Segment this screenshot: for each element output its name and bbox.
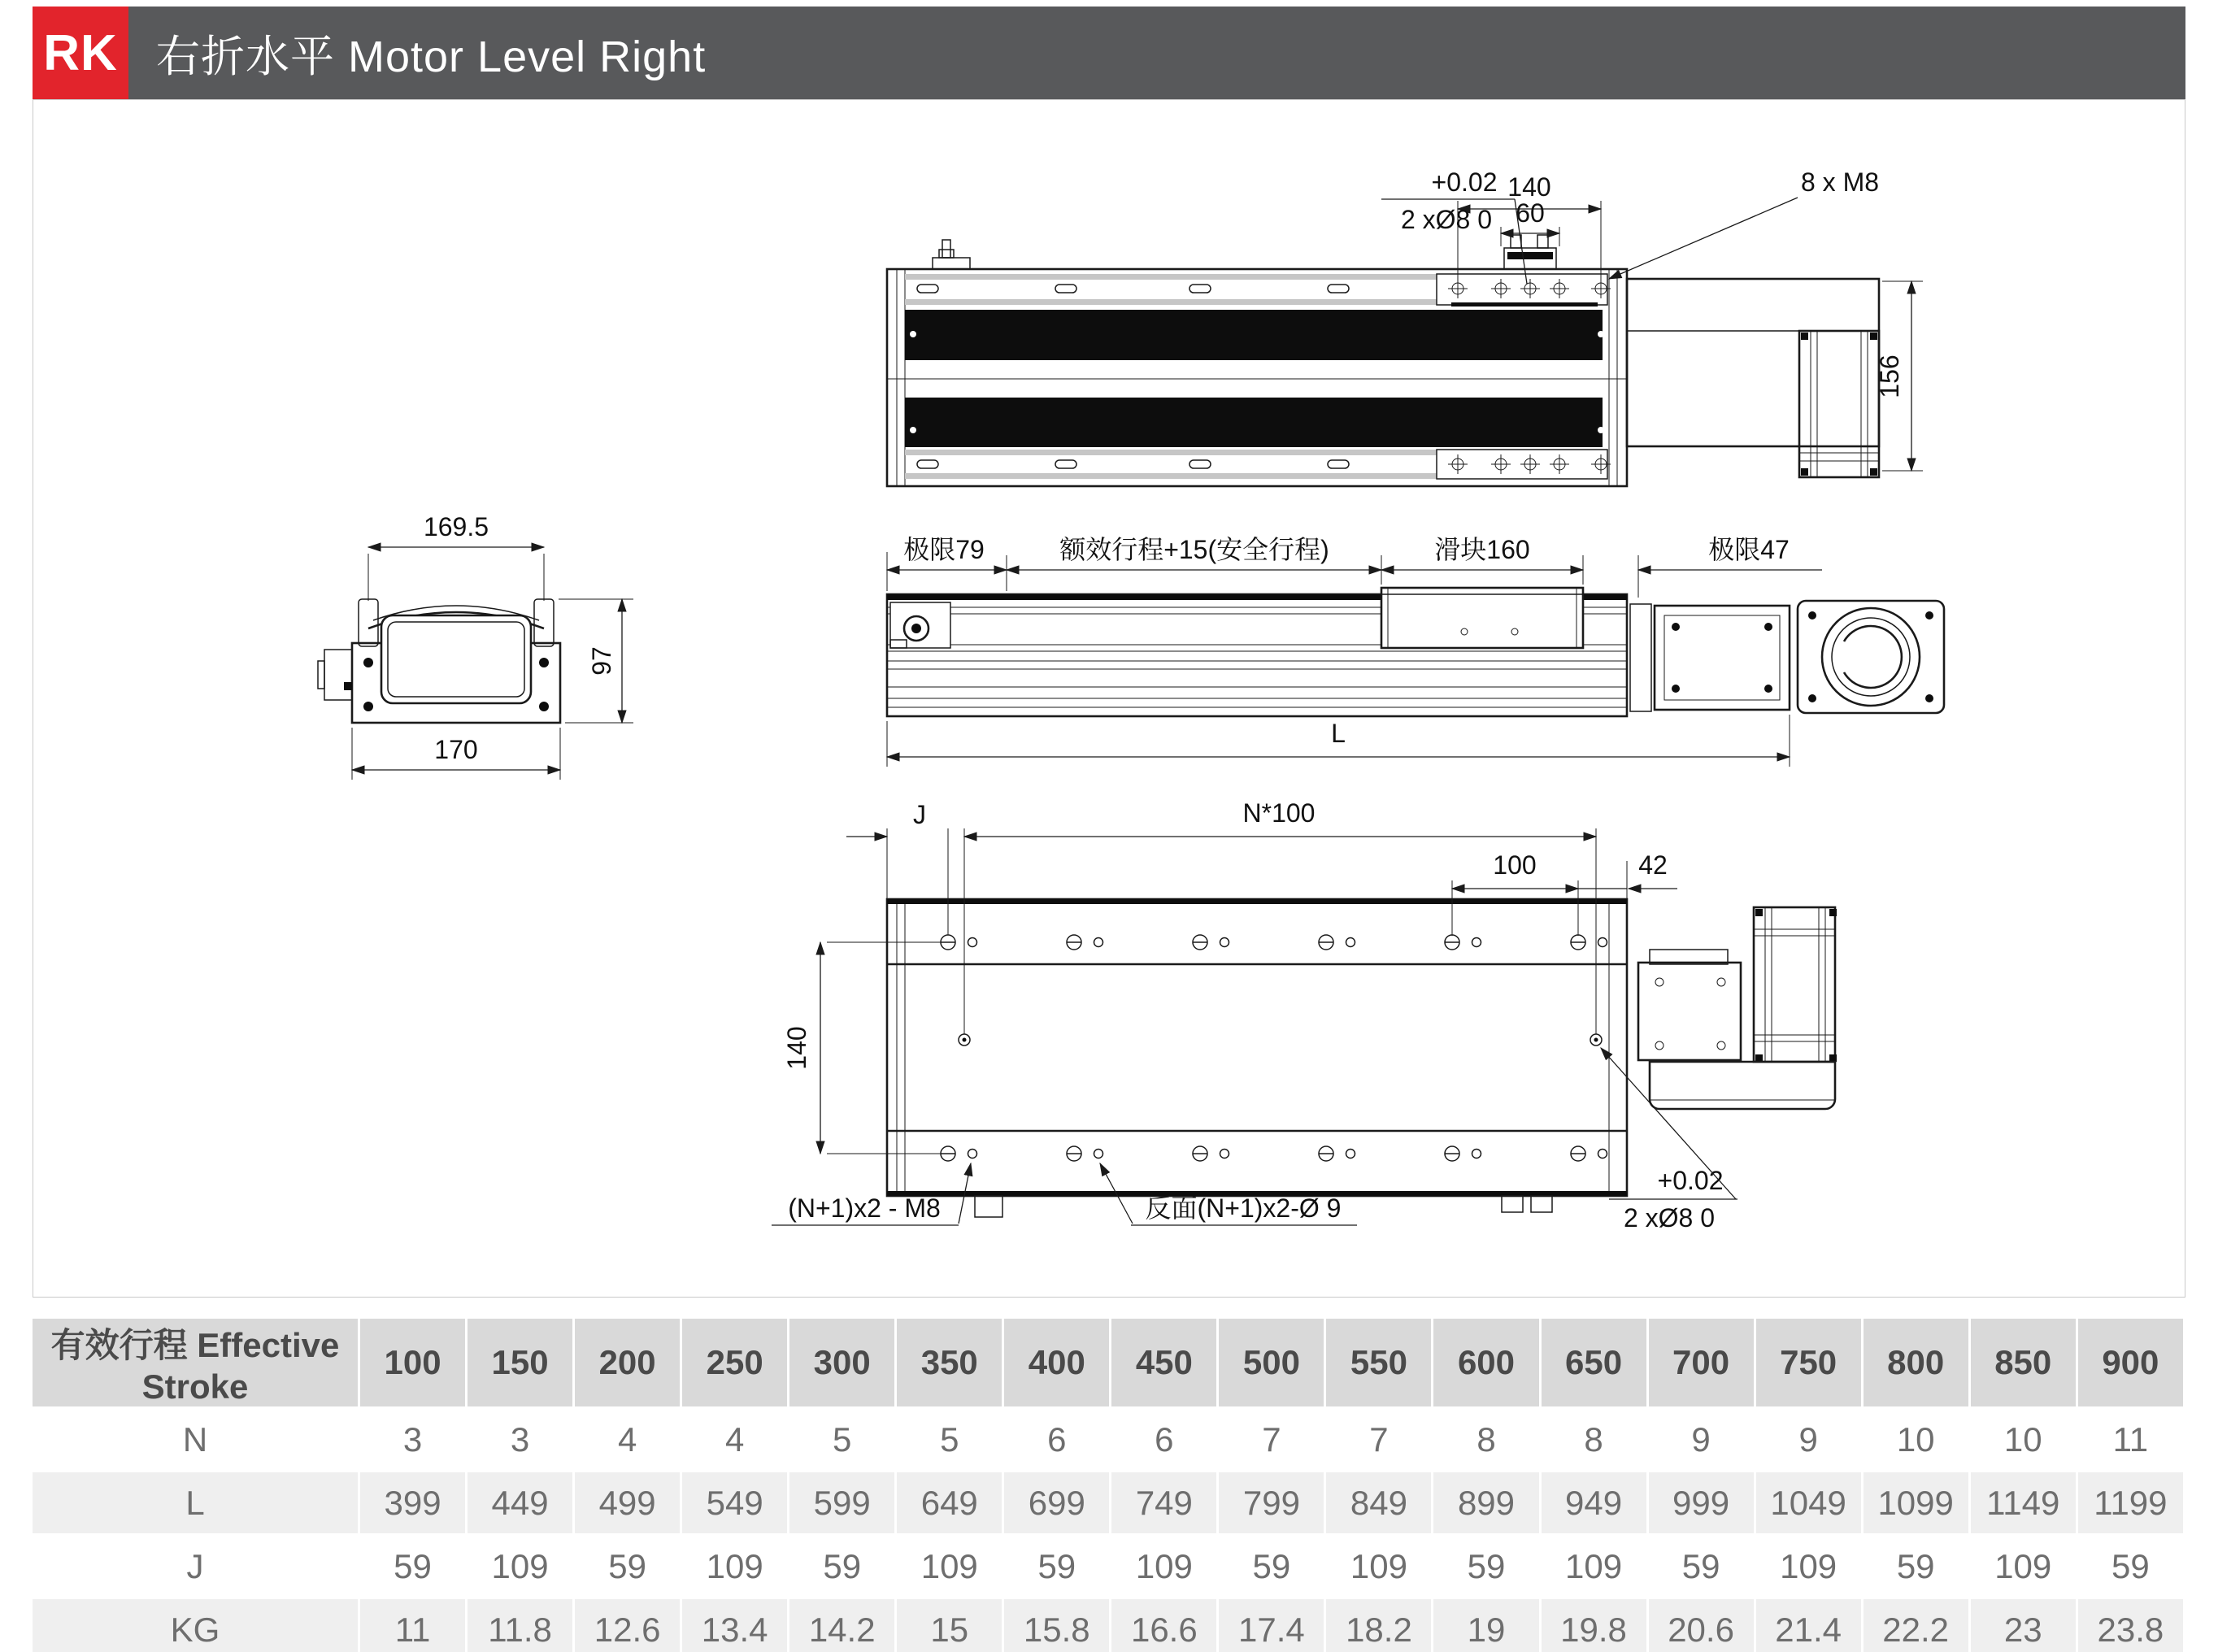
cell-value: 1049 [1755, 1472, 1862, 1535]
stroke-column-header: 450 [1111, 1319, 1218, 1408]
cell-value: 9 [1647, 1408, 1755, 1472]
stroke-column-header: 700 [1647, 1319, 1755, 1408]
cell-value: 15.8 [1003, 1598, 1111, 1652]
cell-value: 109 [1755, 1535, 1862, 1598]
cell-value: 59 [1647, 1535, 1755, 1598]
cell-value: 1199 [2077, 1472, 2184, 1535]
cell-value: 6 [1111, 1408, 1218, 1472]
stroke-column-header: 550 [1325, 1319, 1433, 1408]
cell-value: 22.2 [1862, 1598, 1969, 1652]
stroke-column-header: 900 [2077, 1319, 2184, 1408]
cell-value: 3 [467, 1408, 574, 1472]
dim-100: 100 [1493, 850, 1537, 880]
stroke-column-header: 400 [1003, 1319, 1111, 1408]
cell-value: 59 [789, 1535, 896, 1598]
cell-value: 399 [359, 1472, 467, 1535]
callout-m8: (N+1)x2 - M8 [788, 1193, 941, 1223]
cell-value: 109 [1540, 1535, 1647, 1598]
cell-value: 699 [1003, 1472, 1111, 1535]
cell-value: 7 [1325, 1408, 1433, 1472]
cell-value: 19 [1433, 1598, 1540, 1652]
drawing-panel [33, 99, 2185, 1298]
cell-value: 3 [359, 1408, 467, 1472]
table-row [33, 1598, 2185, 1652]
stroke-column-header: 500 [1218, 1319, 1325, 1408]
table-row [33, 1472, 2185, 1535]
dim-stroke: 额效行程+15(安全行程) [1059, 535, 1329, 564]
cell-value: 11.8 [467, 1598, 574, 1652]
cell-value: 10 [1862, 1408, 1969, 1472]
dim-plan-140: 140 [1507, 172, 1551, 202]
dim-limit-right: 极限47 [1708, 535, 1790, 564]
cell-value: 7 [1218, 1408, 1325, 1472]
cell-value: 23.8 [2077, 1598, 2184, 1652]
cell-value: 109 [467, 1535, 574, 1598]
cell-value: 599 [789, 1472, 896, 1535]
stroke-column-header: 100 [359, 1319, 467, 1408]
cell-value: 799 [1218, 1472, 1325, 1535]
bottom-tol-upper: +0.02 [1657, 1166, 1724, 1195]
dim-length-L: L [1331, 719, 1346, 748]
row-label: L [33, 1472, 359, 1535]
technical-drawing [33, 100, 2185, 1297]
cell-value: 13.4 [681, 1598, 789, 1652]
cell-value: 12.6 [574, 1598, 681, 1652]
table-body [33, 1408, 2185, 1652]
cell-value: 749 [1111, 1472, 1218, 1535]
row-label: KG [33, 1598, 359, 1652]
cell-value: 16.6 [1111, 1598, 1218, 1652]
dim-limit-left: 极限79 [903, 535, 985, 564]
stroke-column-header: 350 [896, 1319, 1003, 1408]
cell-value: 17.4 [1218, 1598, 1325, 1652]
cell-value: 59 [2077, 1535, 2184, 1598]
page-title: 右折水平 Motor Level Right [156, 32, 707, 81]
stroke-column-header: 600 [1433, 1319, 1540, 1408]
cell-value: 59 [1003, 1535, 1111, 1598]
cell-value: 449 [467, 1472, 574, 1535]
cell-value: 18.2 [1325, 1598, 1433, 1652]
section-view [318, 512, 633, 780]
stroke-column-header: 750 [1755, 1319, 1862, 1408]
dim-42: 42 [1638, 850, 1668, 880]
cell-value: 4 [681, 1408, 789, 1472]
cell-value: 5 [789, 1408, 896, 1472]
stroke-column-header: 200 [574, 1319, 681, 1408]
cell-value: 23 [1969, 1598, 2077, 1652]
table-row [33, 1535, 2185, 1598]
cell-value: 19.8 [1540, 1598, 1647, 1652]
stroke-column-header: 300 [789, 1319, 896, 1408]
cell-value: 9 [1755, 1408, 1862, 1472]
dim-plan-60: 60 [1516, 198, 1545, 228]
cell-value: 4 [574, 1408, 681, 1472]
stroke-column-header: 650 [1540, 1319, 1647, 1408]
stroke-table [33, 1319, 2185, 1652]
cell-value: 5 [896, 1408, 1003, 1472]
stroke-column-header: 800 [1862, 1319, 1969, 1408]
cell-value: 849 [1325, 1472, 1433, 1535]
row-label: N [33, 1408, 359, 1472]
cell-value: 59 [1218, 1535, 1325, 1598]
bottom-view [772, 798, 1837, 1232]
cell-value: 899 [1433, 1472, 1540, 1535]
cell-value: 1099 [1862, 1472, 1969, 1535]
title-bar [33, 7, 2185, 99]
dim-bottom-140: 140 [782, 1026, 811, 1070]
table-header-row [33, 1319, 2185, 1408]
series-badge: RK [33, 7, 128, 99]
plan-view [887, 167, 1923, 486]
dim-pitch: N*100 [1242, 798, 1316, 828]
cell-value: 15 [896, 1598, 1003, 1652]
stroke-column-header: 250 [681, 1319, 789, 1408]
cell-value: 1149 [1969, 1472, 2077, 1535]
cell-value: 999 [1647, 1472, 1755, 1535]
dim-J: J [913, 800, 926, 829]
plan-tol-upper: +0.02 [1431, 167, 1498, 197]
plan-thread-label: 8 x M8 [1800, 167, 1880, 197]
side-view [887, 535, 1944, 767]
cell-value: 6 [1003, 1408, 1111, 1472]
cell-value: 8 [1433, 1408, 1540, 1472]
cell-value: 109 [681, 1535, 789, 1598]
cell-value: 21.4 [1755, 1598, 1862, 1652]
cell-value: 59 [1862, 1535, 1969, 1598]
cell-value: 109 [1969, 1535, 2077, 1598]
cell-value: 649 [896, 1472, 1003, 1535]
stroke-header-cell: 有效行程 Effective Stroke [33, 1319, 359, 1408]
plan-tol-label: 2 xØ8 0 [1400, 205, 1493, 234]
cell-value: 11 [359, 1598, 467, 1652]
cell-value: 8 [1540, 1408, 1647, 1472]
bottom-tol-label: 2 xØ8 0 [1623, 1203, 1716, 1232]
dim-section-top: 169.5 [423, 512, 489, 541]
dim-slider: 滑块160 [1434, 535, 1530, 564]
cell-value: 949 [1540, 1472, 1647, 1535]
cell-value: 109 [896, 1535, 1003, 1598]
cell-value: 499 [574, 1472, 681, 1535]
cell-value: 14.2 [789, 1598, 896, 1652]
cell-value: 109 [1111, 1535, 1218, 1598]
dim-section-bottom: 170 [434, 735, 478, 764]
stroke-column-header: 850 [1969, 1319, 2077, 1408]
cell-value: 10 [1969, 1408, 2077, 1472]
callout-back-holes: 反面(N+1)x2-Ø 9 [1145, 1193, 1342, 1223]
cell-value: 59 [359, 1535, 467, 1598]
cell-value: 59 [574, 1535, 681, 1598]
dim-section-height: 97 [587, 646, 616, 676]
row-label: J [33, 1535, 359, 1598]
cell-value: 59 [1433, 1535, 1540, 1598]
cell-value: 549 [681, 1472, 789, 1535]
cell-value: 11 [2077, 1408, 2184, 1472]
table-row [33, 1408, 2185, 1472]
dim-plan-156: 156 [1875, 354, 1904, 398]
stroke-column-header: 150 [467, 1319, 574, 1408]
cell-value: 20.6 [1647, 1598, 1755, 1652]
cell-value: 109 [1325, 1535, 1433, 1598]
